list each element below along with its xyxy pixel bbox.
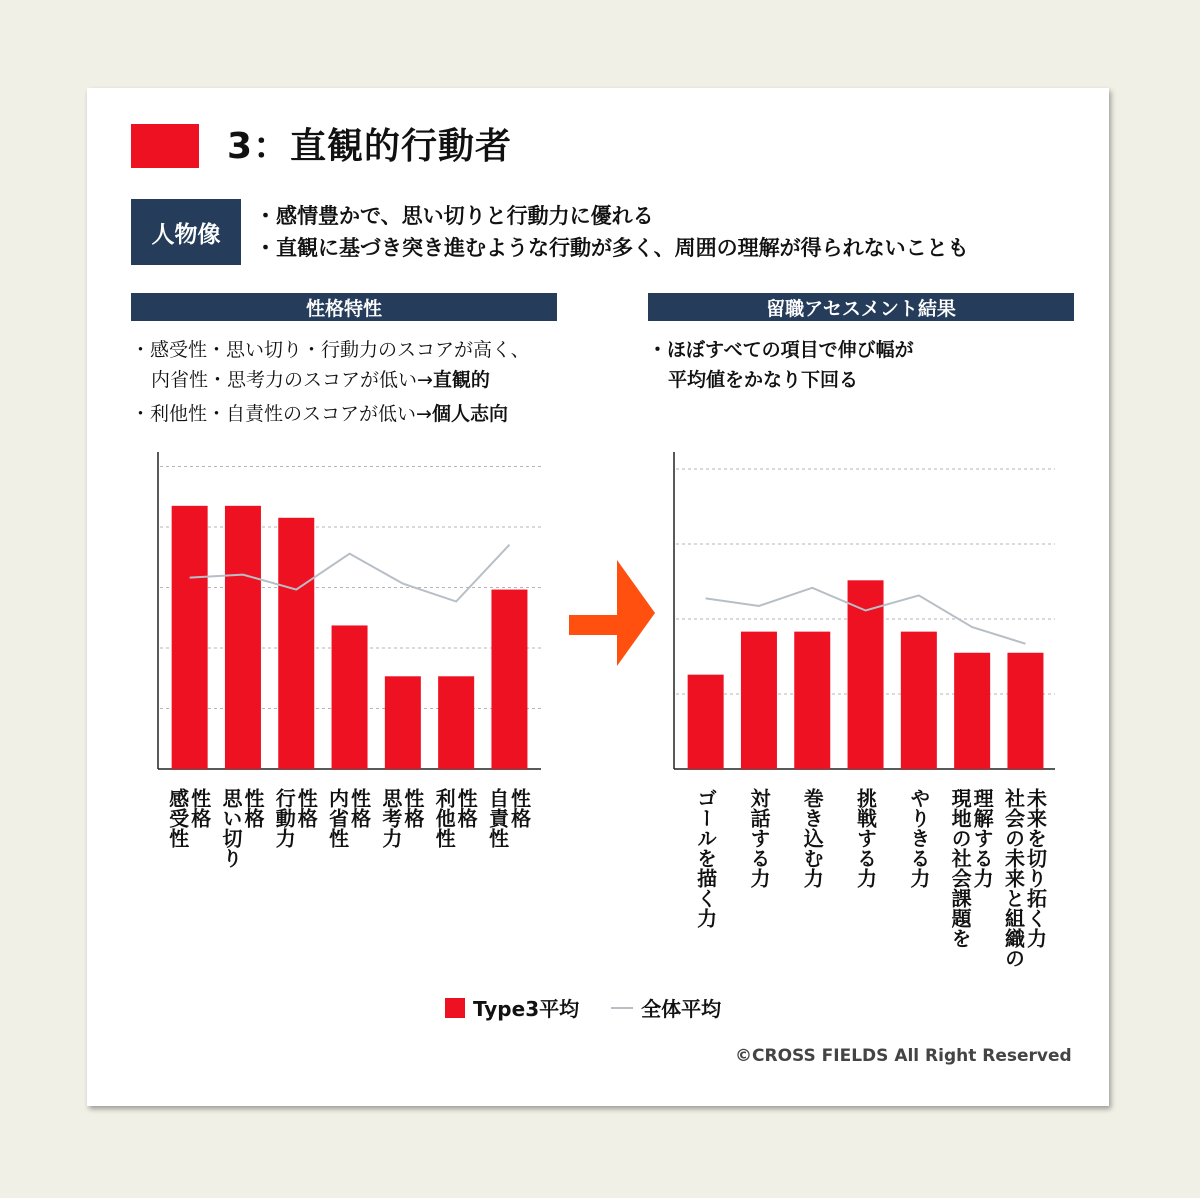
category-label: 挑戦する力 [853, 788, 878, 888]
bar [901, 632, 937, 769]
category-label: 性格 [347, 788, 372, 828]
category-label: 感受性 [165, 788, 190, 848]
persona-label: 人物像 [131, 199, 241, 265]
category-label: 性格 [507, 788, 532, 828]
bar [954, 653, 990, 769]
persona-item: ・ 感情豊かで、思い切りと行動力に優れる [255, 200, 969, 232]
legend-bar-swatch [445, 998, 465, 1018]
bar [794, 632, 830, 769]
legend-type3-label: Type3平均 [473, 997, 580, 1021]
bar [848, 580, 884, 769]
legend-overall-label: 全体平均 [641, 997, 722, 1021]
bar [491, 590, 527, 769]
category-label: 思考力 [378, 788, 403, 848]
category-label: 性格 [187, 788, 212, 828]
category-label: 未来を切り拓く力 [1023, 788, 1048, 948]
category-label: 性格 [400, 788, 425, 828]
category-label: 自責性 [485, 788, 510, 848]
charts-svg [87, 88, 1109, 1106]
bar [385, 676, 421, 769]
right-note: ・ ほぼすべての項目で伸び幅が 平均値をかなり下回る [648, 335, 914, 395]
bar [225, 506, 261, 769]
legend-line-swatch [611, 1007, 633, 1009]
category-label: 対話する力 [746, 788, 771, 888]
category-label: 性格 [294, 788, 319, 828]
assessment-chart [674, 452, 1055, 968]
bar [332, 625, 368, 769]
bar [741, 632, 777, 769]
personality-chart [158, 452, 541, 868]
category-label: やりきる力 [906, 788, 931, 888]
bar [438, 676, 474, 769]
arrow-icon [569, 560, 655, 666]
category-label: ゴールを描く力 [693, 788, 718, 928]
right-section-heading: 留職アセスメント結果 [648, 293, 1074, 321]
category-label: 現地の社会課題を [948, 788, 973, 948]
bar [172, 506, 208, 769]
category-label: 巻き込む力 [800, 788, 825, 888]
category-label: 性格 [240, 788, 265, 828]
bar [1007, 653, 1043, 769]
copyright: ©CROSS FIELDS All Right Reserved [735, 1046, 1072, 1066]
bar [278, 518, 314, 769]
legend [445, 993, 721, 1022]
category-label: 利他性 [432, 788, 457, 848]
card [87, 88, 1109, 1106]
category-label: 思い切り [218, 788, 243, 868]
category-label: 社会の未来と組織の [1001, 788, 1026, 968]
persona-item: ・ 直観に基づき突き進むような行動が多く、周囲の理解が得られないことも [255, 232, 969, 264]
category-label: 性格 [454, 788, 479, 828]
page-title: 3：直観的行動者 [227, 126, 513, 167]
left-note-1: ・ 感受性・思い切り・行動力のスコアが高く、 内省性・思考力のスコアが低い→直観的 [131, 335, 530, 395]
category-label: 行動力 [272, 788, 297, 848]
category-label: 内省性 [325, 788, 350, 848]
left-section-heading: 性格特性 [131, 293, 557, 321]
left-note-2: ・ 利他性・自責性のスコアが低い→個人志向 [131, 399, 530, 429]
bar [688, 675, 724, 769]
category-label: 理解する力 [970, 788, 995, 888]
